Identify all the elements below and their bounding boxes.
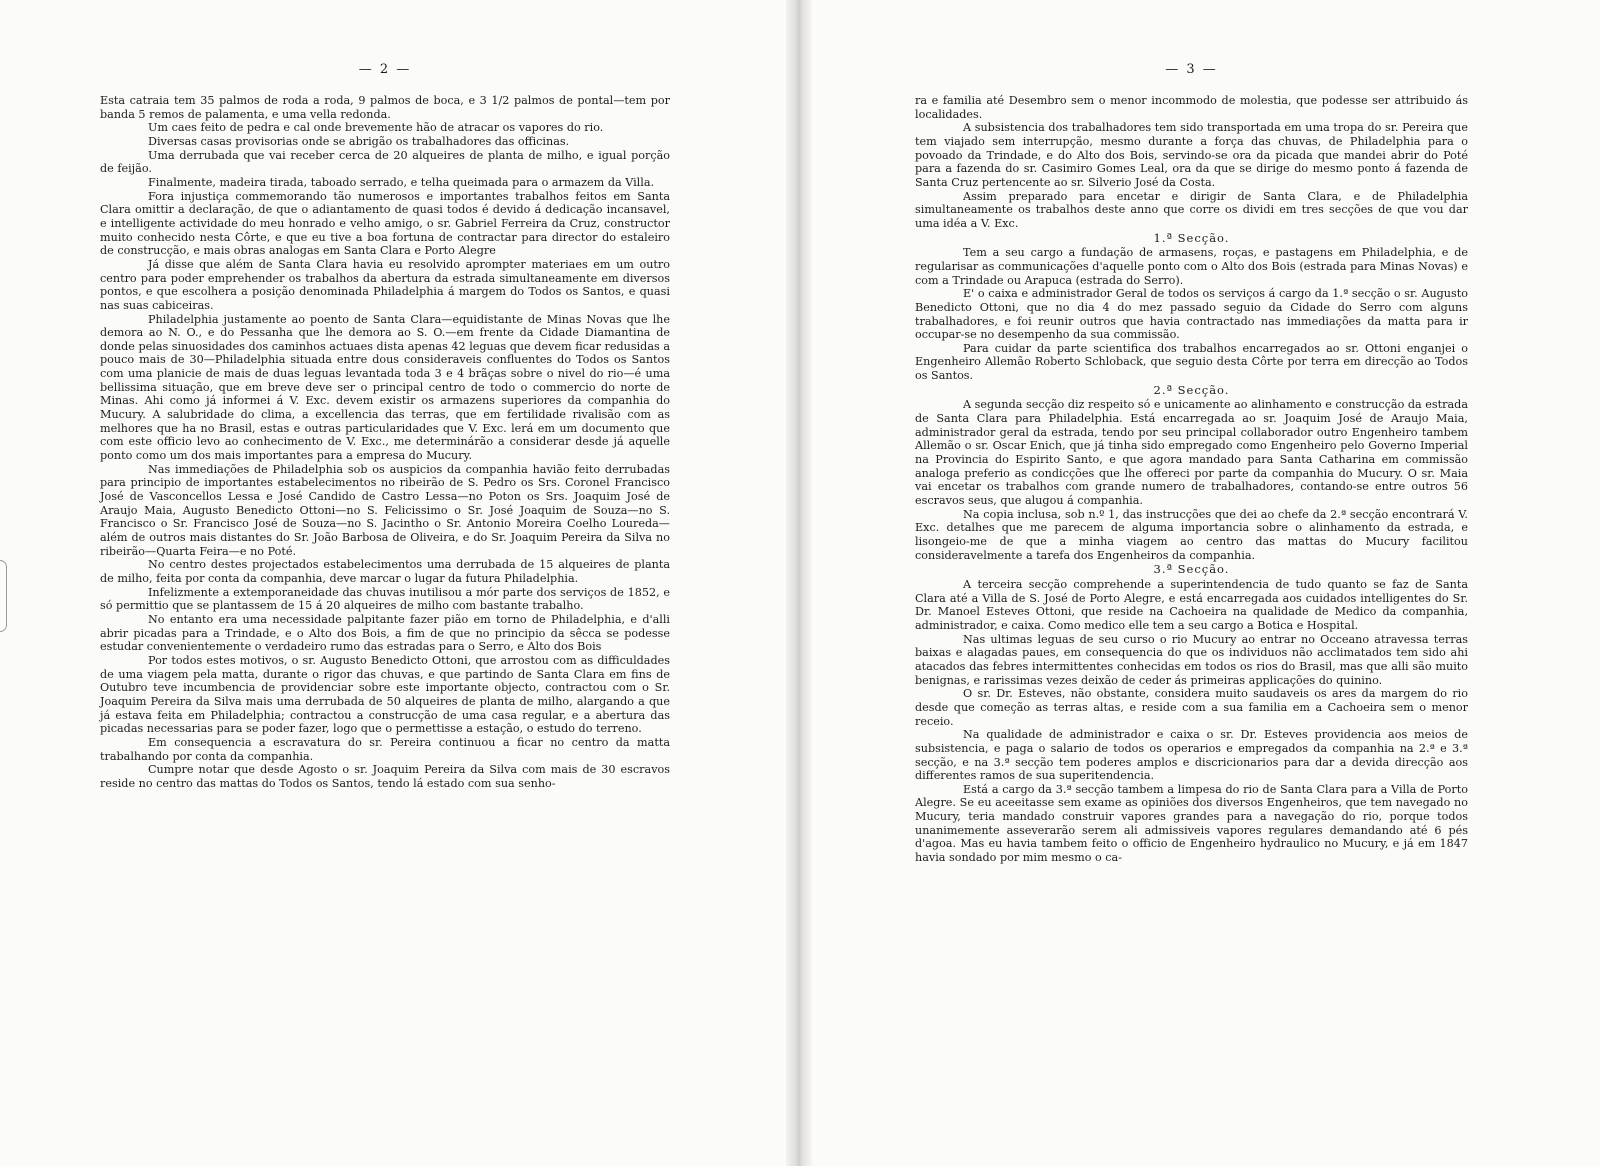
paragraph: Por todos estes motivos, o sr. Augusto Benedicto Ottoni, que arrostou com as difficuldades de uma viagem pela matta, durante o rigor das chuvas, e que partindo de Santa Clara em fins de Outubro teve incumbencia de providenciar sobre este importante objecto, contractou com o Sr. Joaquim Pereira da Silva mais uma derrubada de 50 alqueires de planta de milho, alargando a que já estava feita em Philadelphia; contractou a construcção de uma casa regular, e a abertura das picadas necessarias para se poder fazer, logo que o permettisse a estação, o estudo do terreno. [100, 653, 670, 736]
paragraph: Uma derrubada que vai receber cerca de 20 alqueires de planta de milho, e igual porção de feijão. [100, 148, 670, 176]
paragraph: Assim preparado para encetar e dirigir de Santa Clara, e de Philadelphia simultaneamente os trabalhos deste anno que corre os dividi em tres secções de que vou dar uma idéa a V. Exc. [915, 189, 1468, 230]
book-gutter [786, 0, 812, 1166]
section-heading-1: 1.ª Secção. [1153, 230, 1230, 245]
paragraph: No entanto era uma necessidade palpitante fazer pião em torno de Philadelphia, e d'alli abrir picadas para a Trindade, e o Alto dos Bois, a fim de que no principio da sêcca se podesse estudar convenientemente o verdadeiro rumo das estradas para o Serro, e Alto dos Bois [100, 612, 670, 654]
paragraph: A subsistencia dos trabalhadores tem sido transportada em uma tropa do sr. Pereira que tem viajado sem interrupção, mesmo durante a força das chuvas, de Philadelphia para o povoado da Trindade, e do Alto dos Bois, servindo-se ora da picada que mandei abrir do Poté para a fazenda do sr. Casimiro Gomes Leal, ora da que se dirige do mesmo ponto á fazenda de Santa Cruz pertencente ao sr. Silverio José da Costa. [915, 121, 1468, 189]
paragraph: Philadelphia justamente ao poento de Santa Clara—equidistante de Minas Novas que lhe demora ao N. O., e do Pessanha que lhe demora ao S. O.—em frente da Cidade Diamantina de donde pelas sinuosidades dos caminhos actuaes dista apenas 42 leguas que devem ficar redusidas a pouco mais de 30—Philadelphia situada entre dous consideraveis confluentes do Todos os Santos com uma planicie de mais de duas leguas levantada toda 3 e 4 brãças sobre o nivel do rio—é uma bellissima situação, que em breve deve ser o principal centro de todo o commercio do norte de Minas. Ahi como já informei á V. Exc. devem existir os armazens superiores da companhia do Mucury. A salubridade do clima, a excellencia das terras, que em fertilidade rivalisão com as melhores que ha no Brasil, estas e outras particularidades que V. Exc. lerá em um documento que com este officio levo ao conhecimento de V. Exc., me determinárão a considerar desde já aquelle ponto como um dos mais importantes para a empresa do Mucury. [100, 312, 670, 463]
paragraph: Para cuidar da parte scientifica dos trabalhos encarregados ao sr. Ottoni enganjei o Engenheiro Allemão Roberto Schloback, que seguio desta Côrte por terra em direcção ao Todos os Santos. [915, 341, 1468, 383]
paragraph: Cumpre notar que desde Agosto o sr. Joaquim Pereira da Silva com mais de 30 escravos reside no centro das mattas do Todos os Santos, tendo lá estado com sua senho- [100, 763, 670, 790]
section-heading-3: 3.ª Secção. [1153, 562, 1230, 577]
right-page [915, 0, 1468, 1166]
paragraph: Está a cargo da 3.ª secção tambem a limpesa do rio de Santa Clara para a Villa de Porto Alegre. Se eu aceeitasse sem exame as opiniões dos diversos Engenheiros, que tem navegado no Mucury, teria mandado construir vapores grandes para a navegação do rio, porque todos unanimemente asseverarão serem ali admissiveis vapores regulares demandando até 6 pés d'agoa. Mas eu havia tambem feito o officio de Engenheiro hydraulico no Mucury, e já em 1847 havia sondado por mim mesmo o ca- [915, 782, 1468, 865]
paragraph: A segunda secção diz respeito só e unicamente ao alinhamento e construcção da estrada de Santa Clara para Philadelphia. Está encarregada ao sr. Joaquim José de Araujo Maia, administrador geral da estrada, tendo por seu principal collaborador outro Engenheiro tambem Allemão o sr. Oscar Enich, que já tinha sido empregado como Engenheiro pelo Governo Imperial na Provincia do Espirito Santo, e que agora mandado para Santa Catharina em commissão analoga preferio as condicções que lhe offereci por parte da companhia do Mucury. O sr. Maia vai encetar os trabalhos com grande numero de trabalhadores, contando-se entre outros 56 escravos seus, que alugou á companhia. [915, 398, 1468, 508]
paragraph: O sr. Dr. Esteves, não obstante, considera muito saudaveis os ares da margem do rio desde que começão as terras altas, e reside com a sua familia em a Cachoeira sem o menor receio. [915, 687, 1468, 728]
paragraph: Tem a seu cargo a fundação de armasens, roças, e pastagens em Philadelphia, e de regularisar as communicações d'aquelle ponto com o Alto dos Bois (estrada para Minas Novas) e com a Trindade ou Arapuca (estrada do Serro). [915, 246, 1468, 287]
paragraph: Na copia inclusa, sob n.º 1, das instrucções que dei ao chefe da 2.ª secção encontrará V. Exc. detalhes que me parecem de alguma importancia sobre o alinhamento da estrada, e lisongeio-me de que a minha viagem ao centro das mattas do Mucury facilitou consideravelmente a tarefa dos Engenheiros da companhia. [915, 507, 1468, 562]
paragraph: Em consequencia a escravatura do sr. Pereira continuou a ficar no centro da matta trabalhando por conta da companhia. [100, 735, 670, 763]
paragraph: Nas immediações de Philadelphia sob os auspicios da companhia havião feito derrubadas para principio de importantes estabelecimentos no ribeirão de S. Pedro os Srs. Coronel Francisco José de Vasconcellos Lessa e José Candido de Castro Lessa—no Poton os Srs. Joaquim José de Araujo Maia, Augusto Benedicto Ottoni—no S. Felicissimo o Sr. José Joaquim de Souza—no S. Francisco o Sr. Francisco José de Souza—no S. Jacintho o Sr. Antonio Moreira Coelho Loureda—além de outros mais distantes do Sr. João Barbosa de Oliveira, e do Sr. Joaquim Pereira da Silva no ribeirão—Quarta Feira—e no Poté. [100, 462, 670, 558]
page-edge-mark [0, 560, 7, 632]
paragraph: Nas ultimas leguas de seu curso o rio Mucury ao entrar no Occeano atravessa terras baixas e alagadas paues, em consequencia do que os individuos não acclimatados tem sido ahi atacados das febres intermittentes conhecidas em todos os rios do Brasil, mas que alli são muito benignas, e rarissimas vezes deixão de ceder ás primeiras applicações do quinino. [915, 632, 1468, 687]
paragraph: Um caes feito de pedra e cal onde brevemente hão de atracar os vapores do rio. [148, 121, 604, 135]
paragraph: Na qualidade de administrador e caixa o sr. Dr. Esteves providencia aos meios de subsistencia, e paga o salario de todos os operarios e empregados da companhia na 2.ª e 3.ª secção, e na 3.ª secção tem poderes amplos e discricionarios para dar a devida direcção aos differentes ramos de sua superitendencia. [915, 728, 1468, 783]
paragraph: No centro destes projectados estabelecimentos uma derrubada de 15 alqueires de planta de milho, feita por conta da companhia, deve marcar o lugar da futura Philadelphia. [100, 558, 670, 585]
paragraph: Já disse que além de Santa Clara havia eu resolvido aprompter materiaes em um outro centro para poder emprehender os trabalhos da abertura da estrada simultaneamente em diversos pontos, e que escolhera a posição denominada Philadelphia á margem do Todos os Santos, e quasi nas suas cabiceiras. [100, 257, 670, 312]
left-page [100, 0, 670, 1166]
paragraph: Infelizmente a extemporaneidade das chuvas inutilisou a mór parte dos serviços de 1852, e só permittio que se plantassem de 15 á 20 alqueires de milho com bastante trabalho. [100, 585, 670, 613]
paragraph: E' o caixa e administrador Geral de todos os serviços á cargo da 1.ª secção o sr. Augusto Benedicto Ottoni, que no dia 4 do mez passado seguio da Cidade do Serro com alguns trabalhadores, e foi reunir outros que havia contractado nas immediações da matta para ir occupar-se no desempenho da sua commissão. [915, 287, 1468, 342]
right-page-body [915, 94, 1468, 865]
paragraph: Diversas casas provisorias onde se abrigão os trabalhadores das officinas. [148, 134, 570, 148]
paragraph: A terceira secção comprehende a superintendencia de tudo quanto se faz de Santa Clara até a Villa de S. José de Porto Alegre, e está encarregada aos cuidados intelligentes do Sr. Dr. Manoel Esteves Ottoni, que reside na Cachoeira na qualidade de Medico da companhia, administrador, e caixa. Como medico elle tem a seu cargo a Botica e Hospital. [915, 577, 1468, 632]
section-heading-2: 2.ª Secção. [1153, 382, 1230, 397]
paragraph: Finalmente, madeira tirada, taboado serrado, e telha queimada para o armazem da Villa. [148, 175, 655, 189]
paragraph: Fora injustiça commemorando tão numerosos e importantes trabalhos feitos em Santa Clara omittir a declaração, de que o adiantamento de quasi todos é devido á dedicação incansavel, e intelligente actividade do meu honrado e velho amigo, o sr. Gabriel Ferreira da Cruz, constructor muito conhecido nesta Côrte, e que eu tive a boa fortuna de contractar para director do estaleiro de construcção, e mais obras analogas em Santa Clara e Porto Alegre [100, 189, 670, 258]
left-page-body [100, 94, 670, 790]
paragraph: Esta catraia tem 35 palmos de roda a roda, 9 palmos de boca, e 3 1/2 palmos de pontal—tem por banda 5 remos de palamenta, e uma vella redonda. [100, 94, 670, 121]
paragraph: ra e familia até Desembro sem o menor incommodo de molestia, que podesse ser attribuido ás localidades. [915, 94, 1468, 121]
page-number-left: — 2 — [358, 62, 412, 77]
page-number-right: — 3 — [1165, 62, 1218, 77]
